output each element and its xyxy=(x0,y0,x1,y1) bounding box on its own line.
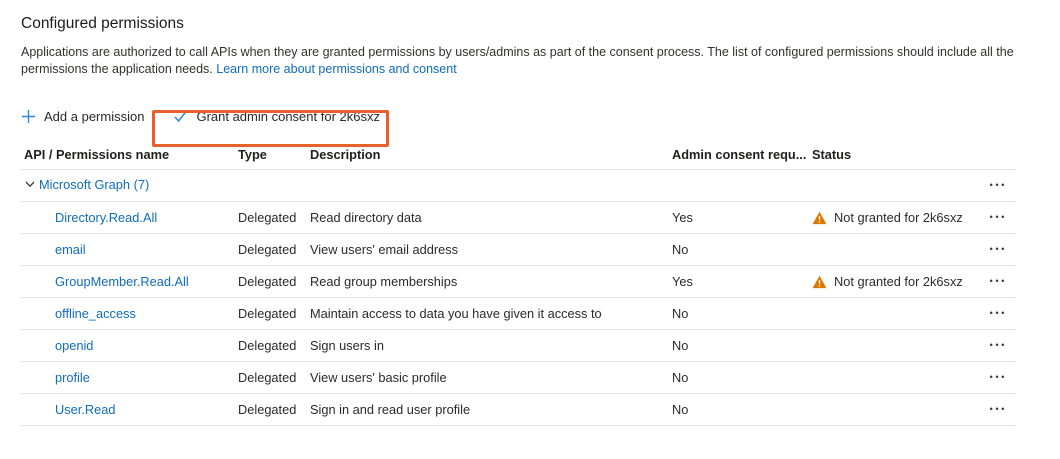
permission-type: Delegated xyxy=(238,402,297,417)
permission-row xyxy=(20,266,1015,298)
more-options-button[interactable]: ••• xyxy=(986,403,1011,417)
more-options-button[interactable]: ••• xyxy=(986,371,1011,385)
add-permission-button[interactable] xyxy=(21,109,144,124)
grant-admin-consent-button[interactable] xyxy=(173,109,380,124)
header-admin-consent-required: Admin consent requ... xyxy=(672,147,807,162)
admin-consent-required-value: No xyxy=(672,306,689,321)
permission-row xyxy=(20,362,1015,394)
admin-consent-required-value: No xyxy=(672,338,689,353)
microsoft-graph-link[interactable]: Microsoft Graph (7) xyxy=(39,176,150,192)
permission-description: Sign users in xyxy=(310,338,384,353)
more-options-button[interactable]: ••• xyxy=(986,339,1011,353)
admin-consent-required-value: No xyxy=(672,402,689,417)
permission-row xyxy=(20,330,1015,362)
permission-description: Read group memberships xyxy=(310,274,458,289)
description-text: Applications are authorized to call APIs when they are granted permissions by users/admins as part of the consent process. The list of configured permissions should include all the permissions the application needs. xyxy=(21,45,1014,76)
permission-row xyxy=(20,298,1015,330)
more-options-button[interactable]: ••• xyxy=(986,179,1011,193)
permission-type: Delegated xyxy=(238,274,297,289)
page-title: Configured permissions xyxy=(21,15,184,32)
permission-name-link[interactable]: Directory.Read.All xyxy=(55,210,158,225)
permission-type: Delegated xyxy=(238,242,297,257)
grant-admin-consent-label: Grant admin consent for 2k6sxz xyxy=(196,108,380,124)
permission-description: Read directory data xyxy=(310,210,422,225)
more-options-button[interactable]: ••• xyxy=(986,307,1011,321)
permission-description: View users' basic profile xyxy=(310,370,447,385)
permissions-table xyxy=(20,140,1015,426)
permission-type: Delegated xyxy=(238,210,297,225)
status-text: Not granted for 2k6sxz xyxy=(834,274,963,289)
header-api-permissions-name: API / Permissions name xyxy=(24,147,170,162)
more-options-button[interactable]: ••• xyxy=(986,243,1011,257)
page-description xyxy=(21,44,1033,78)
toolbar xyxy=(21,98,1060,134)
more-options-button[interactable]: ••• xyxy=(986,275,1011,289)
status-text: Not granted for 2k6sxz xyxy=(834,210,963,225)
learn-more-link[interactable]: Learn more about permissions and consent xyxy=(216,62,457,76)
permission-name-link[interactable]: GroupMember.Read.All xyxy=(55,274,189,289)
table-header-row xyxy=(20,140,1015,170)
check-icon xyxy=(173,109,188,124)
add-permission-label: Add a permission xyxy=(44,108,145,124)
permission-name-link[interactable]: offline_access xyxy=(55,306,136,321)
admin-consent-required-value: Yes xyxy=(672,274,693,289)
warning-icon xyxy=(812,211,827,225)
microsoft-graph-toggle[interactable] xyxy=(24,177,149,192)
permission-name-link[interactable]: User.Read xyxy=(55,402,116,417)
permission-row xyxy=(20,202,1015,234)
permission-type: Delegated xyxy=(238,370,297,385)
permission-description: Maintain access to data you have given it access to xyxy=(310,306,602,321)
permission-name-link[interactable]: openid xyxy=(55,338,94,353)
permission-name-link[interactable]: email xyxy=(55,242,86,257)
permission-row xyxy=(20,234,1015,266)
warning-icon xyxy=(812,275,827,289)
header-description: Description xyxy=(310,147,381,162)
admin-consent-required-value: Yes xyxy=(672,210,693,225)
admin-consent-required-value: No xyxy=(672,370,689,385)
permission-status xyxy=(812,274,984,289)
permission-name-link[interactable]: profile xyxy=(55,370,90,385)
add-icon xyxy=(21,109,36,124)
header-type: Type xyxy=(238,147,267,162)
permission-row xyxy=(20,394,1015,426)
api-group-row xyxy=(20,170,1015,202)
admin-consent-required-value: No xyxy=(672,242,689,257)
permission-type: Delegated xyxy=(238,306,297,321)
more-options-button[interactable]: ••• xyxy=(986,211,1011,225)
permission-status xyxy=(812,210,984,225)
header-status: Status xyxy=(812,147,852,162)
permission-description: Sign in and read user profile xyxy=(310,402,471,417)
permission-description: View users' email address xyxy=(310,242,459,257)
configured-permissions-panel xyxy=(0,15,1060,459)
chevron-down-icon xyxy=(23,177,37,191)
permission-type: Delegated xyxy=(238,338,297,353)
